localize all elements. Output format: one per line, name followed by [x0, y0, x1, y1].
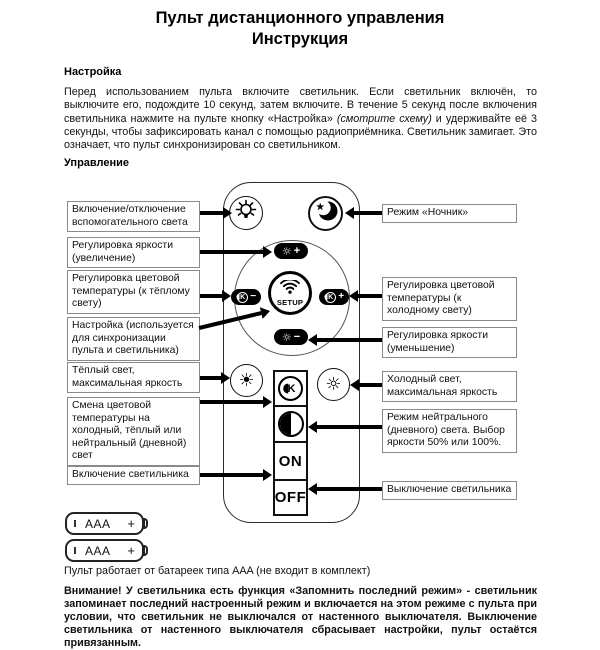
label-setup: Настройка (используется для синхронизации пульта и светильника) [67, 317, 200, 361]
page-title-line2: Инструкция [251, 29, 349, 48]
arrow-cold-max [359, 383, 382, 387]
kelvin-badge-icon [278, 376, 303, 401]
neutral-mode-button [273, 405, 308, 443]
arrow-turn-off [317, 487, 382, 491]
brightness-up-button [274, 243, 308, 259]
arrow-temp-warm [200, 294, 222, 298]
arrow-temp-cold [358, 294, 382, 298]
label-temp-warm: Регулировка цветовой температуры (к тёплому свету) [67, 270, 200, 314]
setup-text-start: Перед использованием пульта включите светильник. Если светильник включён, то выключите его, подождите 10 секунд, затем включите. В течение 5 секунд после включения светильника нажмите на пульте кнопку «Настройка» [64, 86, 537, 125]
battery-caption: Пульт работает от батареек типа AAA (не входит в комплект) [64, 565, 371, 577]
off-label: OFF [274, 489, 307, 506]
label-temp-cycle: Смена цветовой температуры на холодный, тёплый или нейтральный (дневной) свет [67, 397, 200, 466]
sun-outline-icon: ☼ [325, 373, 342, 395]
aux-light-button [229, 196, 263, 230]
plus-terminal: + [127, 516, 135, 531]
label-turn-on: Включение светильника [67, 466, 200, 485]
label-brightness-up: Регулировка яркости (увеличение) [67, 237, 200, 268]
setup-paragraph [64, 86, 537, 152]
setup-text-end: и удерживайте её 3 секунды, чтобы зафиксировать канал с помощью радиоприёмника. Светильник замигает. Это означает, что пульт синхронизирован со светильником. [64, 112, 537, 152]
battery-nub [143, 518, 148, 529]
color-temp-cycle-button [273, 370, 308, 407]
minus-sign: − [250, 291, 257, 302]
on-label: ON [278, 452, 303, 470]
arrow-aux-light [200, 211, 223, 215]
minus-sign: − [293, 330, 301, 343]
wifi-icon [279, 280, 301, 299]
label-night-mode: Режим «Ночник» [382, 204, 517, 223]
off-button [273, 479, 308, 516]
arrow-brightness-down [317, 338, 382, 342]
arrow-brightness-up [200, 250, 263, 254]
crescent-icon: ◖ [235, 292, 241, 301]
battery-label: AAA [85, 516, 111, 531]
arrow-turn-on [200, 473, 263, 477]
label-temp-cold: Регулировка цветовой температуры (к холодному свету) [382, 277, 517, 321]
brightness-down-button [274, 329, 308, 345]
control-heading: Управление [64, 157, 130, 169]
minus-terminal-icon [74, 520, 76, 527]
warm-max-button [230, 364, 263, 397]
arrow-neutral-mode [317, 425, 382, 429]
page-title [0, 8, 600, 49]
on-button [273, 441, 308, 481]
setup-text-italic: (смотрите схему) [336, 112, 432, 125]
arrow-warm-max [200, 376, 221, 380]
warning-paragraph: Внимание! У светильника есть функция «Запомнить последний режим» - светильник запоминает последний настроенный режим и включается на этом режиме с пульта при условии, что светильник не выключался от настенного выключателя. Выключение светильника от настенного выключателя сбрасывает настройки, пульт остаётся привязанным. [64, 585, 537, 649]
cold-max-button [317, 368, 350, 401]
sun-icon: ☼ [281, 244, 292, 258]
battery-aaa-2 [65, 539, 144, 562]
label-neutral-mode: Режим нейтрального (дневного) света. Выбор яркости 50% или 100%. [382, 409, 517, 453]
battery-aaa-1 [65, 512, 144, 535]
sun-icon: ☼ [281, 330, 292, 344]
label-cold-max: Холодный свет, максимальная яркость [382, 371, 517, 402]
arrow-night-mode [354, 211, 382, 215]
setup-button [268, 271, 312, 315]
k-letter: K [287, 382, 296, 395]
label-aux-light: Включение/отключение вспомогательного света [67, 201, 200, 232]
sun-filled-icon: ☀ [238, 369, 255, 391]
label-warm-max: Тёплый свет, максимальная яркость [67, 362, 200, 393]
color-temp-cold-button [319, 289, 349, 305]
battery-nub [143, 545, 148, 556]
night-mode-button [308, 196, 343, 231]
color-temp-warm-button [231, 289, 261, 305]
label-brightness-down: Регулировка яркости (уменьшение) [382, 327, 517, 358]
plus-sign: + [293, 244, 301, 257]
crescent-icon: ◖ [323, 292, 329, 301]
page-title-line1: Пульт дистанционного управления [155, 9, 445, 27]
kelvin-icon: K [237, 292, 248, 303]
minus-terminal-icon [74, 547, 76, 554]
plus-sign: + [338, 291, 345, 302]
kelvin-icon: K [325, 292, 336, 303]
arrow-temp-cycle [200, 400, 263, 404]
label-turn-off: Выключение светильника [382, 481, 517, 500]
setup-heading: Настройка [64, 66, 122, 78]
crescent-icon: ◖ [282, 381, 290, 396]
setup-label: SETUP [276, 297, 304, 307]
battery-label: AAA [85, 543, 111, 558]
plus-terminal: + [127, 543, 135, 558]
contrast-icon [278, 411, 304, 437]
star-crescent-icon [313, 198, 339, 229]
bulb-icon [234, 199, 258, 228]
